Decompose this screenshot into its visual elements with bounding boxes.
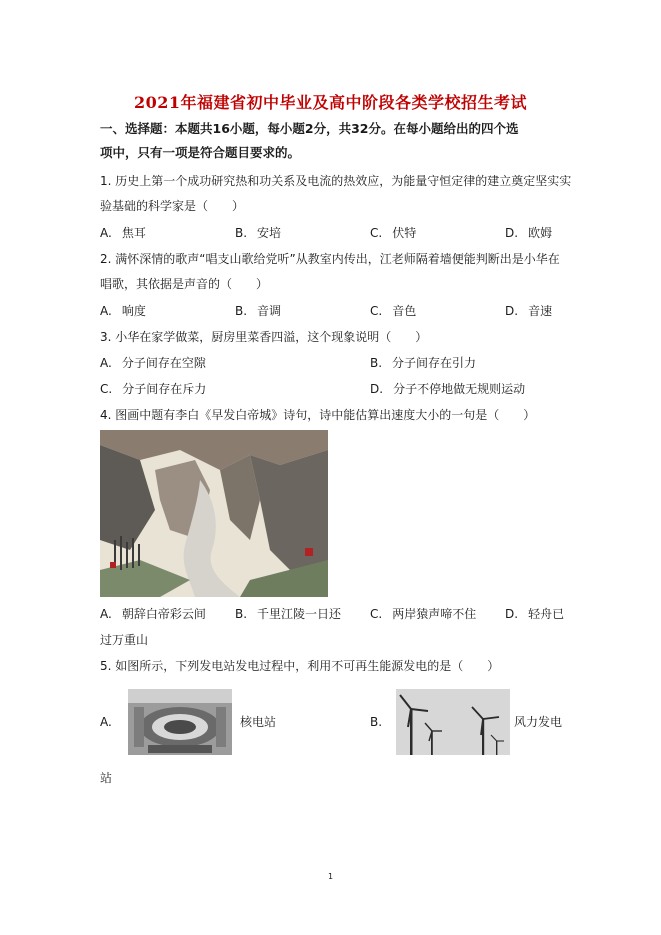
painting-svg (100, 430, 328, 597)
section-heading-line1: 一、选择题：本题共16小题，每小题2分，共32分。在每小题给出的四个选 (100, 121, 519, 136)
q4-option-c: C. 两岸猿声啼不住 (370, 607, 477, 621)
q1-option-d: D. 欧姆 (505, 226, 553, 240)
wind-turbines-photo (396, 689, 510, 755)
question-1-line2: 验基础的科学家是（ ） (100, 199, 245, 213)
page-number: 1 (327, 872, 334, 881)
q5-option-a-letter: A. (100, 715, 112, 729)
question-5-line1: 5. 如图所示，下列发电站发电过程中，利用不可再生能源发电的是（ ） (100, 659, 500, 673)
section-heading-line2: 项中，只有一项是符合题目要求的。 (100, 145, 301, 160)
q4-option-d-wrap: 过万重山 (100, 633, 149, 647)
question-3-line1: 3. 小华在家学做菜，厨房里菜香四溢，这个现象说明（ ） (100, 330, 428, 344)
question-4-line1: 4. 图画中题有李白《早发白帝城》诗句，诗中能估算出速度大小的一句是（ ） (100, 408, 536, 422)
q1-option-c: C. 伏特 (370, 226, 417, 240)
q2-option-b: B. 音调 (235, 304, 282, 318)
q3-option-c: C. 分子间存在斥力 (100, 382, 207, 396)
wind-photo-svg (396, 689, 510, 755)
q2-option-c: C. 音色 (370, 304, 417, 318)
q3-option-b: B. 分子间存在引力 (370, 356, 477, 370)
nuclear-photo-svg (128, 689, 232, 755)
q4-option-b: B. 千里江陵一日还 (235, 607, 342, 621)
q5-option-b-wrap: 站 (100, 771, 113, 785)
q2-option-a: A. 响度 (100, 304, 146, 318)
q2-option-d: D. 音速 (505, 304, 553, 318)
q3-option-a: A. 分子间存在空隙 (100, 356, 206, 370)
q5-option-b-text: 风力发电 (514, 715, 563, 729)
question-1-line1: 1. 历史上第一个成功研究热和功关系及电流的热效应，为能量守恒定律的建立奠定坚实实 (100, 174, 572, 188)
q4-option-a: A. 朝辞白帝彩云间 (100, 607, 206, 621)
q1-option-a: A. 焦耳 (100, 226, 146, 240)
landscape-painting (100, 430, 328, 597)
q3-option-d: D. 分子不停地做无规则运动 (370, 382, 526, 396)
q5-option-a-text: 核电站 (240, 715, 277, 729)
question-2-line2: 唱歌，其依据是声音的（ ） (100, 277, 269, 291)
q4-option-d: D. 轻舟已 (505, 607, 565, 621)
exam-title: 2021年福建省初中毕业及高中阶段各类学校招生考试 (133, 93, 528, 112)
nuclear-reactor-photo (128, 689, 232, 755)
q1-option-b: B. 安培 (235, 226, 282, 240)
question-2-line1: 2. 满怀深情的歌声“唱支山歌给党听”从教室内传出，江老师隔着墙便能判断出是小华在 (100, 252, 560, 266)
q5-option-b-letter: B. (370, 715, 383, 729)
